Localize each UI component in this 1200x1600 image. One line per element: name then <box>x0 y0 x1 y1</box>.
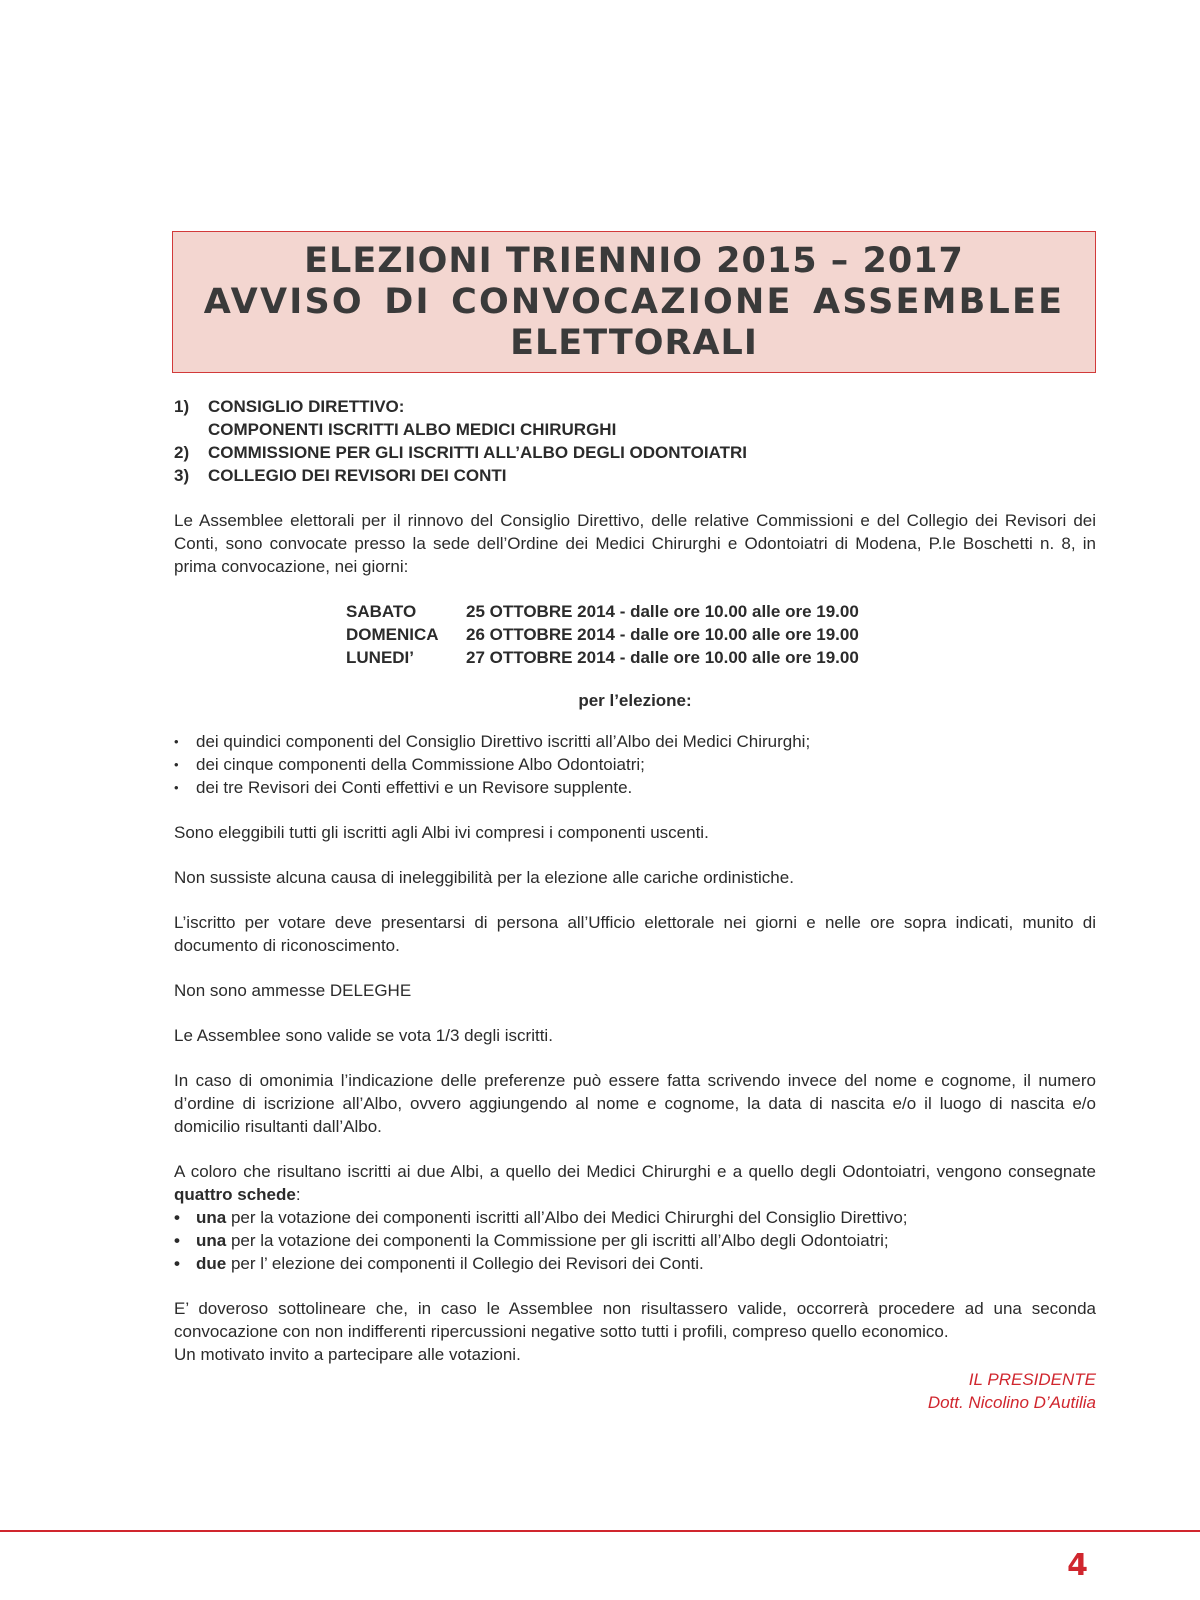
title-line-3: ELETTORALI <box>510 322 758 363</box>
bullet-icon: • <box>174 734 179 749</box>
date-row <box>346 646 1096 669</box>
signature-name: Dott. Nicolino D’Autilia <box>927 1393 1096 1412</box>
list-label: COLLEGIO DEI REVISORI DEI CONTI <box>208 466 507 485</box>
scheda-text: per la votazione dei componenti iscritti all’Albo dei Medici Chirurghi del Consiglio Direttivo; <box>226 1208 908 1227</box>
eligibility-paragraph: Sono eleggibili tutti gli iscritti agli Albi ivi compresi i componenti uscenti. <box>174 823 709 842</box>
bullet-icon: • <box>174 1254 180 1273</box>
date-day: LUNEDI’ <box>346 648 414 667</box>
list-item <box>174 1206 1096 1229</box>
quorum-paragraph: Le Assemblee sono valide se vota 1/3 degli iscritti. <box>174 1026 553 1045</box>
main-content <box>174 395 1096 1414</box>
bullet-icon: • <box>174 757 179 772</box>
list-item <box>174 776 1096 799</box>
signature-block <box>174 1368 1096 1414</box>
page-number: 4 <box>1067 1548 1088 1583</box>
list-label: COMMISSIONE PER GLI ISCRITTI ALL’ALBO DEGLI ODONTOIATRI <box>208 443 747 462</box>
date-day: DOMENICA <box>346 625 439 644</box>
voting-paragraph: L’iscritto per votare deve presentarsi di persona all’Ufficio elettorale nei giorni e nelle ore sopra indicati, munito di documento di riconoscimento. <box>174 913 1096 955</box>
numbered-list <box>174 395 1096 487</box>
list-item <box>174 441 1096 464</box>
scheda-qty: una <box>196 1231 227 1250</box>
homonymy-paragraph: In caso di omonimia l’indicazione delle preferenze può essere fatta scrivendo invece del nome e cognome, il numero d’ordine di iscrizione all’Albo, ovvero aggiungendo al nome e cognome, la data di nascita e/o il luogo di nascita e/o domicilio risultanti dall’Albo. <box>174 1071 1096 1136</box>
closing-paragraph: E’ doveroso sottolineare che, in caso le Assemblee non risultassero valide, occorrerà procedere ad una seconda convocazione con non indifferenti ripercussioni negative sotto tutti i profili, compreso quello economico. <box>174 1299 1096 1341</box>
intro-paragraph: Le Assemblee elettorali per il rinnovo del Consiglio Direttivo, delle relative Commissioni e del Collegio dei Revisori dei Conti, sono convocate presso la sede dell’Ordine dei Medici Chirurghi e Odontoiatri di Modena, P.le Boschetti n. 8, in prima convocazione, nei giorni: <box>174 511 1096 576</box>
closing-invite: Un motivato invito a partecipare alle votazioni. <box>174 1345 521 1364</box>
title-box <box>172 231 1096 373</box>
scheda-qty: due <box>196 1254 227 1273</box>
title-line-1: ELEZIONI TRIENNIO 2015 – 2017 <box>304 240 964 281</box>
list-number: 1) <box>174 397 190 416</box>
date-row <box>346 600 1096 623</box>
list-subitem: COMPONENTI ISCRITTI ALBO MEDICI CHIRURGHI <box>208 420 617 439</box>
list-item-text: dei cinque componenti della Commissione Albo Odontoiatri; <box>196 755 645 774</box>
list-number: 3) <box>174 466 190 485</box>
schede-colon: : <box>295 1185 301 1204</box>
list-item <box>174 395 1096 418</box>
delegation-paragraph: Non sono ammesse DELEGHE <box>174 981 412 1000</box>
election-list <box>174 730 1096 799</box>
footer-rule <box>0 1530 1200 1532</box>
schede-list <box>174 1206 1096 1275</box>
list-item <box>174 1252 1096 1275</box>
date-day: SABATO <box>346 602 417 621</box>
list-item <box>174 1229 1096 1252</box>
scheda-text: per l’ elezione dei componenti il Collegio dei Revisori dei Conti. <box>226 1254 704 1273</box>
date-text: 25 OTTOBRE 2014 - dalle ore 10.00 alle ore 19.00 <box>466 602 859 621</box>
list-item <box>174 464 1096 487</box>
date-text: 27 OTTOBRE 2014 - dalle ore 10.00 alle ore 19.00 <box>466 648 859 667</box>
list-label: CONSIGLIO DIRETTIVO: <box>208 397 405 416</box>
bullet-icon: • <box>174 1208 180 1227</box>
bullet-icon: • <box>174 1231 180 1250</box>
schede-paragraph <box>174 1160 1096 1206</box>
scheda-qty: una <box>196 1208 227 1227</box>
dates-table <box>346 600 1096 669</box>
list-number: 2) <box>174 443 190 462</box>
scheda-text: per la votazione dei componenti la Commissione per gli iscritti all’Albo degli Odontoiatri; <box>226 1231 889 1250</box>
bullet-icon: • <box>174 780 179 795</box>
signature-role: IL PRESIDENTE <box>968 1370 1096 1389</box>
election-heading: per l’elezione: <box>578 691 692 710</box>
list-item <box>174 730 1096 753</box>
date-text: 26 OTTOBRE 2014 - dalle ore 10.00 alle ore 19.00 <box>466 625 859 644</box>
list-item-text: dei quindici componenti del Consiglio Direttivo iscritti all’Albo dei Medici Chirurghi; <box>196 732 811 751</box>
title-line-2: AVVISO DI CONVOCAZIONE ASSEMBLEE <box>203 281 1065 322</box>
date-row <box>346 623 1096 646</box>
list-item <box>174 753 1096 776</box>
ineligibility-paragraph: Non sussiste alcuna causa di ineleggibilità per la elezione alle cariche ordinistiche. <box>174 868 794 887</box>
schede-count: quattro schede <box>174 1185 296 1204</box>
list-item-text: dei tre Revisori dei Conti effettivi e un Revisore supplente. <box>196 778 633 797</box>
schede-intro: A coloro che risultano iscritti ai due Albi, a quello dei Medici Chirurghi e a quello degli Odontoiatri, vengono consegnate <box>174 1162 1096 1181</box>
